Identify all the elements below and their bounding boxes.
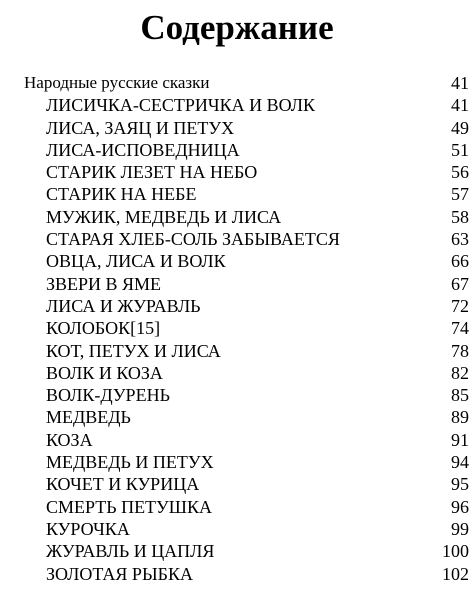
toc-entry-page: 85: [451, 385, 469, 406]
toc-entry-title: ВОЛК-ДУРЕНЬ: [46, 385, 170, 406]
toc-entry-title: СТАРАЯ ХЛЕБ-СОЛЬ ЗАБЫВАЕТСЯ: [46, 229, 340, 250]
toc-entry-page: 58: [451, 206, 469, 227]
toc-entry-title: СТАРИК ЛЕЗЕТ НА НЕБО: [46, 162, 258, 183]
toc-entry-page: 96: [451, 496, 469, 517]
toc-entry[interactable]: [0, 473, 474, 495]
toc-entry-title: ОВЦА, ЛИСА И ВОЛК: [46, 251, 226, 272]
toc-entry[interactable]: [0, 362, 474, 384]
toc-entry-page: 66: [451, 251, 469, 272]
toc-entry[interactable]: [0, 273, 474, 295]
toc-entry-title: ЖУРАВЛЬ И ЦАПЛЯ: [46, 541, 215, 562]
toc-entry[interactable]: [0, 518, 474, 540]
toc-entry-title: ЛИСА, ЗАЯЦ И ПЕТУХ: [46, 117, 235, 138]
toc-entry[interactable]: [0, 117, 474, 139]
toc-entry-title: ЗВЕРИ В ЯМЕ: [46, 273, 162, 294]
toc-section-page: 41: [451, 73, 469, 93]
toc-entry-title: МЕДВЕДЬ: [46, 407, 131, 428]
toc-section-label: Народные русские сказки: [24, 73, 210, 92]
toc-entry[interactable]: [0, 563, 474, 585]
toc-entry-title: МУЖИК, МЕДВЕДЬ И ЛИСА: [46, 206, 282, 227]
toc-entry[interactable]: [0, 139, 474, 161]
toc-entry-page: 102: [442, 563, 469, 584]
toc-entry-title: ВОЛК И КОЗА: [46, 362, 163, 383]
toc-entry-page: 51: [451, 139, 469, 160]
toc-entry-page: 56: [451, 162, 469, 183]
toc-entry-page: 100: [442, 541, 469, 562]
toc-entry[interactable]: [0, 250, 474, 272]
toc-entry[interactable]: [0, 161, 474, 183]
toc-entry[interactable]: [0, 94, 474, 116]
toc-entry-title: ЛИСА И ЖУРАВЛЬ: [46, 295, 201, 316]
toc-entry[interactable]: [0, 228, 474, 250]
toc-entry[interactable]: [0, 384, 474, 406]
toc-entry-page: 82: [451, 362, 469, 383]
toc-entry-title: ЗОЛОТАЯ РЫБКА: [46, 563, 193, 584]
toc-section-heading[interactable]: [0, 72, 474, 94]
toc-entry-page: 89: [451, 407, 469, 428]
toc-entry-title: ЛИСИЧКА-СЕСТРИЧКА И ВОЛК: [46, 95, 315, 116]
toc-entry[interactable]: [0, 183, 474, 205]
toc-entry[interactable]: [0, 317, 474, 339]
toc-entry-title: КУРОЧКА: [46, 518, 130, 539]
toc-entry-page: 91: [451, 429, 469, 450]
toc-entry-title: КОЗА: [46, 429, 93, 450]
toc-entry-title: СМЕРТЬ ПЕТУШКА: [46, 496, 212, 517]
toc-entry[interactable]: [0, 340, 474, 362]
toc-entry-title: КОЛОБОК[15]: [46, 318, 161, 339]
toc-entry-page: 49: [451, 117, 469, 138]
toc-entry[interactable]: [0, 429, 474, 451]
table-of-contents: [0, 72, 474, 585]
toc-entry[interactable]: [0, 496, 474, 518]
toc-entry-page: 41: [451, 95, 469, 116]
toc-entry[interactable]: [0, 406, 474, 428]
toc-entry-title: КОЧЕТ И КУРИЦА: [46, 474, 200, 495]
toc-entry-title: ЛИСА-ИСПОВЕДНИЦА: [46, 139, 240, 160]
toc-entry-page: 95: [451, 474, 469, 495]
toc-entry[interactable]: [0, 540, 474, 562]
toc-entry[interactable]: [0, 295, 474, 317]
toc-entry-page: 99: [451, 518, 469, 539]
toc-entry-page: 57: [451, 184, 469, 205]
toc-entry-page: 72: [451, 295, 469, 316]
toc-entry-title: МЕДВЕДЬ И ПЕТУХ: [46, 452, 214, 473]
toc-entry-title: КОТ, ПЕТУХ И ЛИСА: [46, 340, 221, 361]
page-title: Содержание: [140, 8, 334, 47]
toc-entry-page: 67: [451, 273, 469, 294]
toc-entry-page: 63: [451, 229, 469, 250]
toc-entry[interactable]: [0, 451, 474, 473]
toc-entry[interactable]: [0, 206, 474, 228]
toc-entry-page: 74: [451, 318, 469, 339]
toc-entry-page: 94: [451, 452, 469, 473]
toc-entry-page: 78: [451, 340, 469, 361]
toc-entry-title: СТАРИК НА НЕБЕ: [46, 184, 197, 205]
